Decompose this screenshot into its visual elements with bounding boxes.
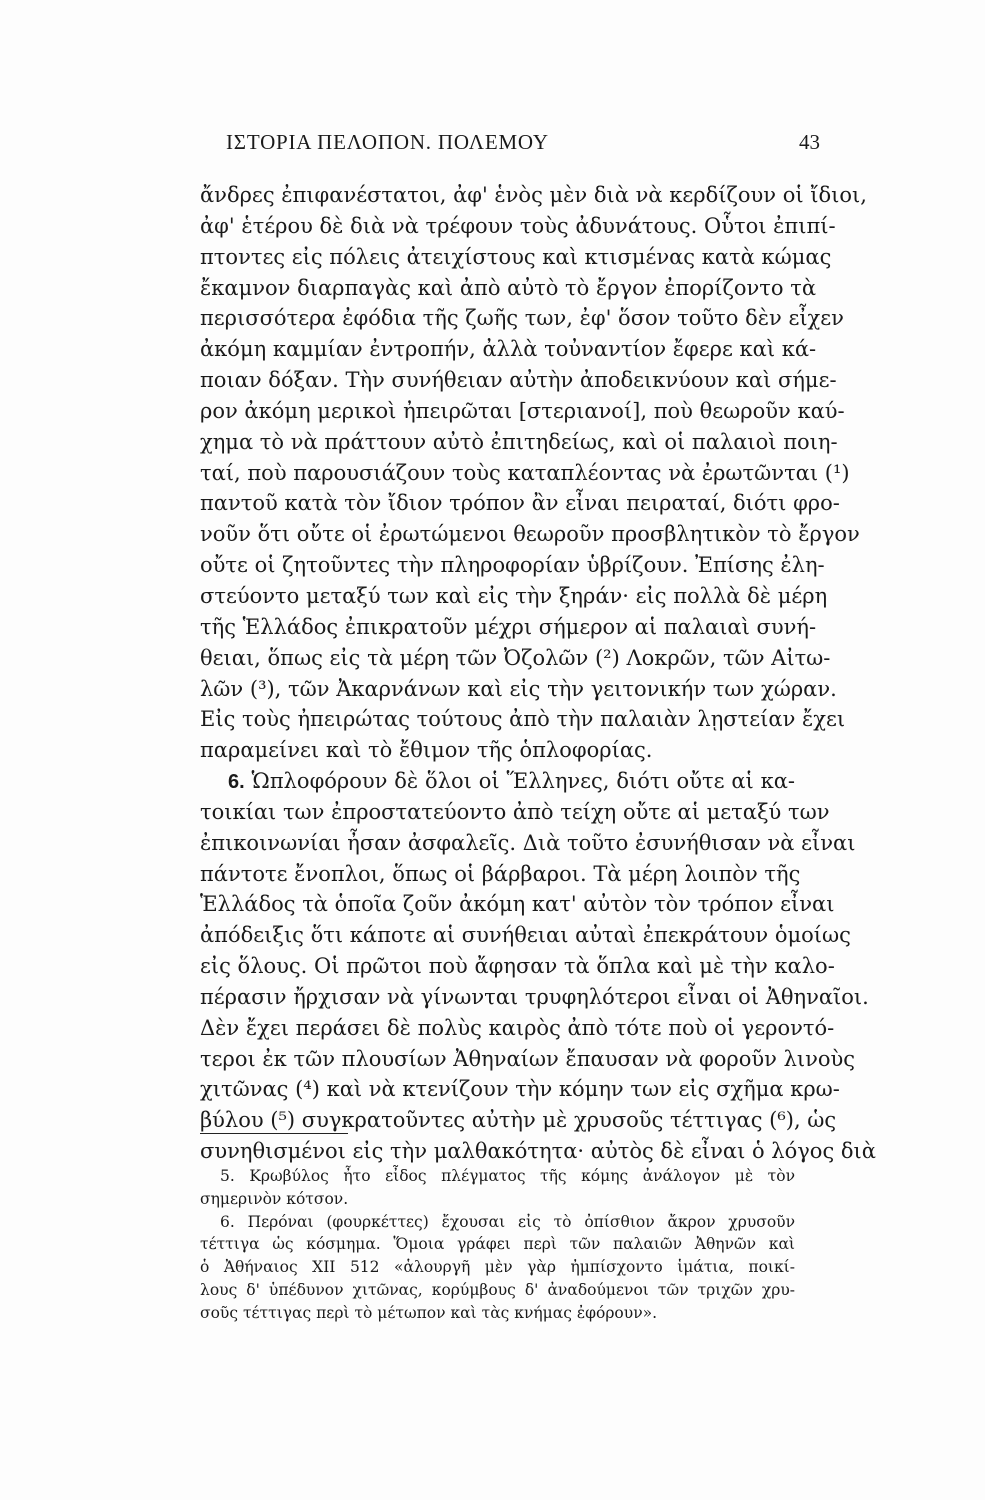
text-line: Ὡπλοφόρουν δὲ ὅλοι οἱ Ἕλληνες, διότι οὔτε αἱ κα- bbox=[251, 769, 795, 794]
text-line: χημα τὸ νὰ πράττουν αὐτὸ ἐπιτηδείως, καὶ οἱ παλαιοὶ ποιη- bbox=[200, 429, 838, 454]
body-text bbox=[200, 180, 876, 1167]
text-line: ἔκαμνον διαρπαγὰς καὶ ἀπὸ αὐτὸ τὸ ἔργον ἐπορίζοντο τὰ bbox=[200, 275, 817, 300]
text-line: παραμείνει καὶ τὸ ἔθιμον τῆς ὁπλοφορίας. bbox=[200, 738, 653, 763]
page-number: 43 bbox=[799, 130, 820, 154]
text-line: περισσότερα ἐφόδια τῆς ζωῆς των, ἐφ' ὅσον τοῦτο δὲν εἶχεν bbox=[200, 306, 844, 331]
footnote-separator bbox=[200, 1133, 348, 1134]
text-line: ἄνδρες ἐπιφανέστατοι, ἀφ' ἑνὸς μὲν διὰ νὰ κερδίζουν οἱ ἴδιοι, bbox=[200, 183, 867, 207]
text-line: βύλου (⁵) συγκρατοῦντες αὐτὴν μὲ χρυσοῦς τέττιγας (⁶), ὡς bbox=[200, 1108, 837, 1133]
footnote-line: 6. Περόναι (φουρκέττες) ἔχουσαι εἰς τὸ ὀπίσθιον ἄκρον χρυσοῦν bbox=[220, 1212, 795, 1231]
text-line: εἰς ὅλους. Οἱ πρῶτοι ποὺ ἄφησαν τὰ ὅπλα καὶ μὲ τὴν καλο- bbox=[200, 954, 835, 979]
text-line: ταί, ποὺ παρουσιάζουν τοὺς καταπλέοντας νὰ ἐρωτῶνται (¹) bbox=[200, 460, 850, 485]
text-line: οὔτε οἱ ζητοῦντες τὴν πληροφορίαν ὑβρίζουν. Ἐπίσης ἐλη- bbox=[200, 553, 825, 578]
footnote-line: ὁ Ἀθήναιος XII 512 «ἁλουργῆ μὲν γὰρ ἠμπίσχοντο ἱμάτια, ποικί- bbox=[200, 1258, 795, 1277]
footnote-line: τέττιγα ὡς κόσμημα. Ὅμοια γράφει περὶ τῶν παλαιῶν Ἀθηνῶν καὶ bbox=[200, 1235, 795, 1254]
section-number: 6. bbox=[228, 771, 245, 794]
text-line: στεύοντο μεταξύ των καὶ εἰς τὴν ξηράν· εἰς πολλὰ δὲ μέρη bbox=[200, 583, 828, 608]
text-line: ἀφ' ἑτέρου δὲ διὰ νὰ τρέφουν τοὺς ἀδυνάτους. Οὗτοι ἐπιπί- bbox=[200, 213, 836, 238]
text-line: πτοντες εἰς πόλεις ἀτειχίστους καὶ κτισμένας κατὰ κώμας bbox=[200, 244, 832, 269]
text-line: ποιαν δόξαν. Τὴν συνήθειαν αὐτὴν ἀποδεικνύουν καὶ σήμε- bbox=[200, 368, 837, 393]
text-line: παντοῦ κατὰ τὸν ἴδιον τρόπον ἂν εἶναι πειραταί, διότι φρο- bbox=[200, 491, 840, 516]
text-line: Εἰς τοὺς ἠπειρώτας τούτους ἀπὸ τὴν παλαιὰν λῃστείαν ἔχει bbox=[200, 707, 846, 732]
text-line: πάντοτε ἔνοπλοι, ὅπως οἱ βάρβαροι. Τὰ μέρη λοιπὸν τῆς bbox=[200, 861, 801, 886]
text-line: νοῦν ὅτι οὔτε οἱ ἐρωτώμενοι θεωροῦν προσβλητικὸν τὸ ἔργον bbox=[200, 522, 860, 547]
text-line: ἀκόμη καμμίαν ἐντροπήν, ἀλλὰ τοὐναντίον ἔφερε καὶ κά- bbox=[200, 337, 817, 362]
footnote-line: σημερινὸν κότσον. bbox=[200, 1189, 349, 1208]
footnote-line: 5. Κρωβύλος ἦτο εἶδος πλέγματος τῆς κόμης ἀνάλογον μὲ τὸν bbox=[220, 1167, 795, 1185]
text-line: Ἑλλάδος τὰ ὁποῖα ζοῦν ἀκόμη κατ' αὐτὸν τὸν τρόπον εἶναι bbox=[200, 892, 835, 917]
text-line: χιτῶνας (⁴) καὶ νὰ κτενίζουν τὴν κόμην των εἰς σχῆμα κρω- bbox=[200, 1077, 840, 1102]
text-line: πέρασιν ἤρχισαν νὰ γίνωνται τρυφηλότεροι εἶναι οἱ Ἀθηναῖοι. bbox=[200, 984, 869, 1009]
text-line: λῶν (³), τῶν Ἀκαρνάνων καὶ εἰς τὴν γειτονικήν των χώραν. bbox=[200, 676, 837, 701]
text-line: τεροι ἐκ τῶν πλουσίων Ἀθηναίων ἔπαυσαν νὰ φοροῦν λινοὺς bbox=[200, 1046, 856, 1071]
section-start-line bbox=[200, 766, 795, 797]
text-line: θειαι, ὅπως εἰς τὰ μέρη τῶν Ὀζολῶν (²) Λοκρῶν, τῶν Αἰτω- bbox=[200, 645, 831, 670]
text-line: Δὲν ἔχει περάσει δὲ πολὺς καιρὸς ἀπὸ τότε ποὺ οἱ γεροντό- bbox=[200, 1015, 835, 1040]
text-line: τοικίαι των ἐπροστατεύοντο ἀπὸ τείχη οὔτε αἱ μεταξύ των bbox=[200, 799, 830, 824]
page-header bbox=[200, 130, 820, 160]
text-line: ἐπικοινωνίαι ἦσαν ἀσφαλεῖς. Διὰ τοῦτο ἐσυνήθισαν νὰ εἶναι bbox=[200, 830, 856, 855]
running-title: ΙΣΤΟΡΙΑ ΠΕΛΟΠΟΝ. ΠΟΛΕΜΟΥ bbox=[226, 130, 549, 154]
text-line: συνηθισμένοι εἰς τὴν μαλθακότητα· αὐτὸς δὲ εἶναι ὁ λόγος διὰ bbox=[200, 1139, 876, 1164]
footnote-line: λους δ' ὑπέδυνον χιτῶνας, κορύμβους δ' ἀναδούμενοι τῶν τριχῶν χρυ- bbox=[200, 1280, 795, 1299]
footnote-line: σοῦς τέττιγας περὶ τὸ μέτωπον καὶ τὰς κνήμας ἐφόρουν». bbox=[200, 1303, 658, 1322]
text-line: τῆς Ἑλλάδος ἐπικρατοῦν μέχρι σήμερον αἱ παλαιαὶ συνή- bbox=[200, 614, 817, 639]
text-line: ρον ἀκόμη μερικοὶ ἠπειρῶται [στεριανοί], ποὺ θεωροῦν καύ- bbox=[200, 398, 845, 423]
text-line: ἀπόδειξις ὅτι κάποτε αἱ συνήθειαι αὐταὶ ἐπεκράτουν ὁμοίως bbox=[200, 923, 851, 948]
footnotes bbox=[200, 1165, 795, 1325]
